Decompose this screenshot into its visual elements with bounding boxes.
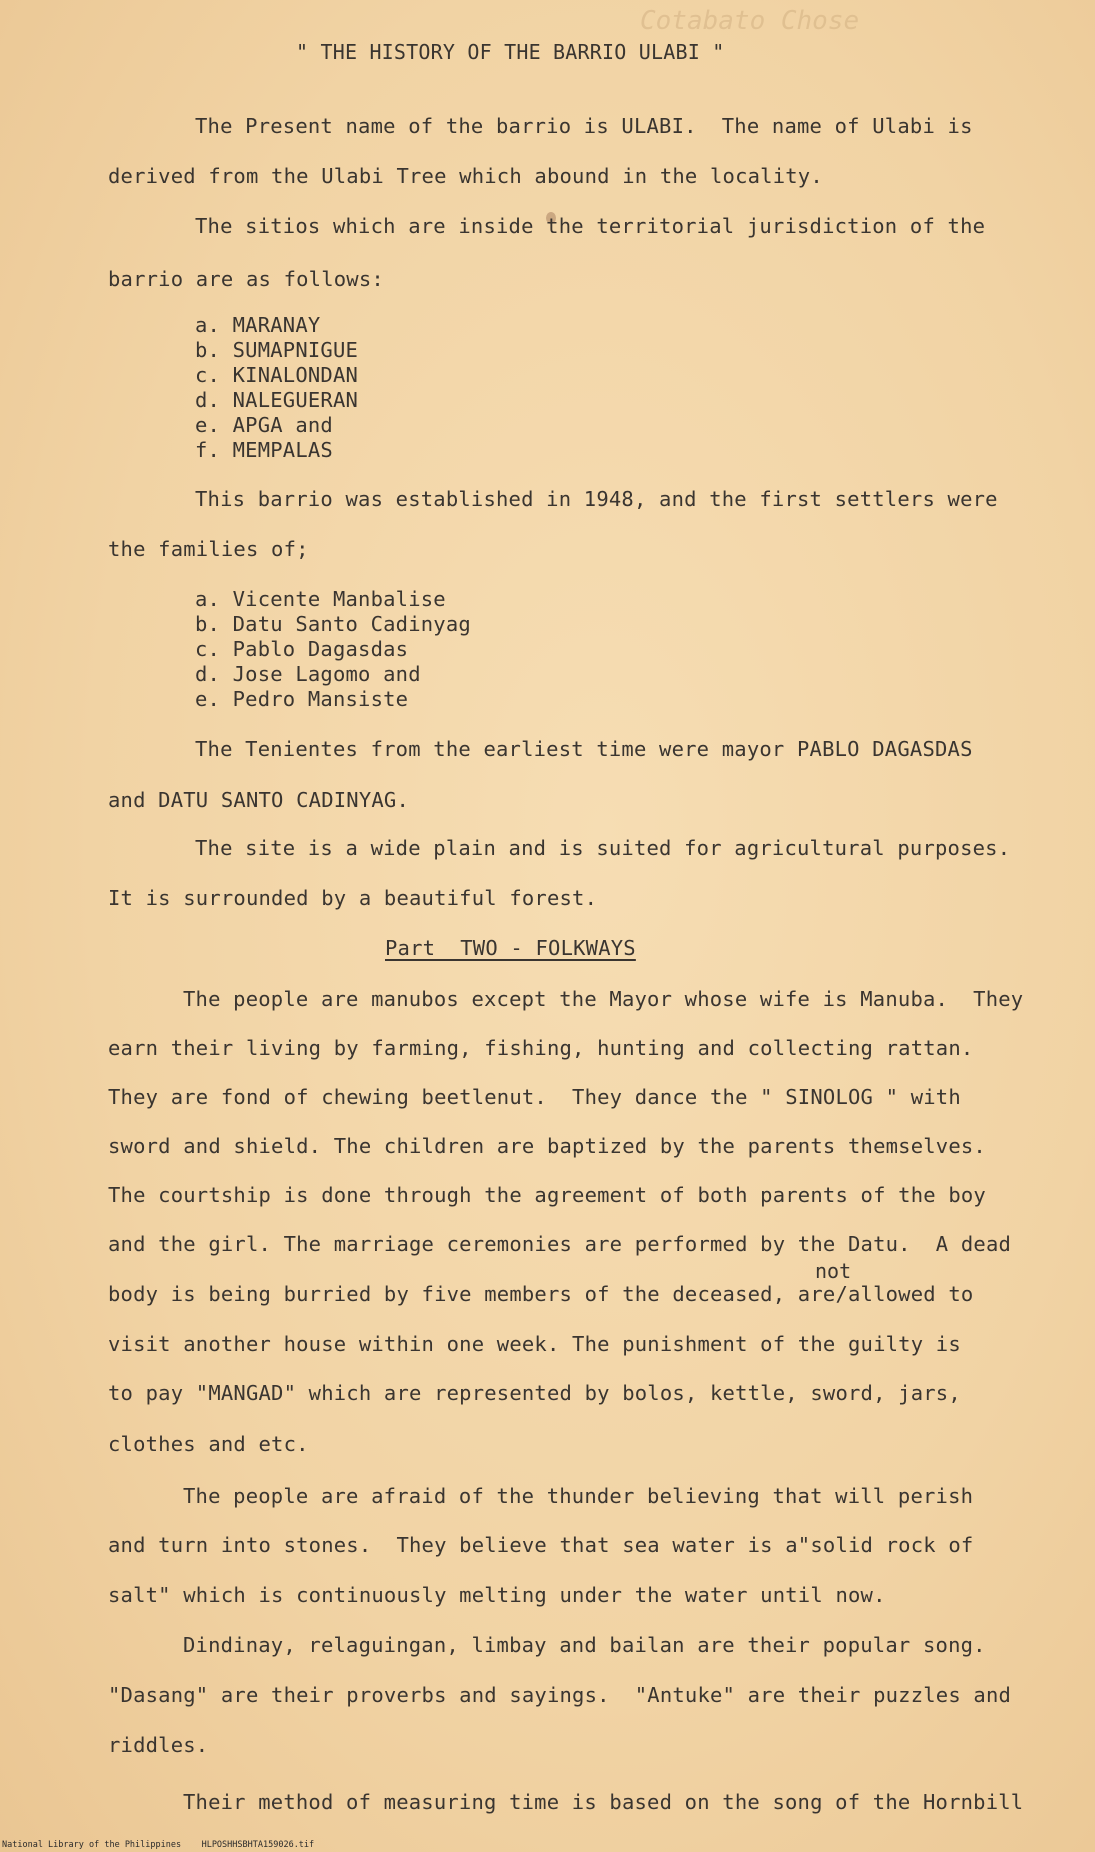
sitio-item: c. KINALONDAN [195,363,359,387]
settler-item: d. Jose Lagomo and [195,662,421,686]
text-line: clothes and etc. [108,1432,309,1456]
text-line: The site is a wide plain and is suited for agricultural purposes. [195,836,1011,860]
text-line: to pay "MANGAD" which are represented by bolos, kettle, sword, jars, [108,1381,961,1405]
document-title: " THE HISTORY OF THE BARRIO ULABI " [296,40,725,64]
text-line: The Tenientes from the earliest time were mayor PABLO DAGASDAS [195,737,973,761]
text-line: The people are manubos except the Mayor whose wife is Manuba. They [183,987,1024,1011]
text-line: riddles. [108,1733,209,1757]
text-line: Their method of measuring time is based on the song of the Hornbill [183,1790,1024,1814]
text-line: The courtship is done through the agreement of both parents of the boy [108,1183,986,1207]
text-line: the families of; [108,537,309,561]
text-line: and turn into stones. They believe that sea water is a"solid rock of [108,1533,974,1557]
handwritten-insertion: not [815,1259,852,1283]
text-line: barrio are as follows: [108,267,384,291]
settler-item: e. Pedro Mansiste [195,687,409,711]
faint-handwritten-header: Cotabato Chose [640,6,860,36]
settler-item: b. Datu Santo Cadinyag [195,612,471,636]
text-line: "Dasang" are their proverbs and sayings. "Antuke" are their puzzles and [108,1683,1012,1707]
sitio-item: e. APGA and [195,413,333,437]
text-line: They are fond of chewing beetlenut. They dance the " SINOLOG " with [108,1085,961,1109]
text-line: sword and shield. The children are baptized by the parents themselves. [108,1134,986,1158]
text-line: and the girl. The marriage ceremonies are performed by the Datu. A dead [108,1232,1012,1256]
text-line: visit another house within one week. The punishment of the guilty is [108,1332,961,1356]
text-line: It is surrounded by a beautiful forest. [108,886,598,910]
settler-item: c. Pablo Dagasdas [195,637,409,661]
text-line: This barrio was established in 1948, and the first settlers were [195,487,998,511]
text-line: derived from the Ulabi Tree which abound in the locality. [108,164,823,188]
sitio-item: b. SUMAPNIGUE [195,338,359,362]
sitio-item: f. MEMPALAS [195,438,333,462]
text-line: earn their living by farming, fishing, hunting and collecting rattan. [108,1036,974,1060]
archive-footer: National Library of the Philippines HLPOSHHSBHTA159026.tif [2,1840,315,1850]
sitio-item: a. MARANAY [195,313,321,337]
text-line: and DATU SANTO CADINYAG. [108,788,410,812]
text-line: salt" which is continuously melting under the water until now. [108,1583,886,1607]
text-line: The people are afraid of the thunder believing that will perish [183,1484,974,1508]
section-heading: Part TWO - FOLKWAYS [385,936,636,960]
text-line: The sitios which are inside the territorial jurisdiction of the [195,214,986,238]
text-line: The Present name of the barrio is ULABI. The name of Ulabi is [195,114,973,138]
settler-item: a. Vicente Manbalise [195,587,446,611]
text-line: body is being burried by five members of the deceased, are/allowed to [108,1282,974,1306]
sitio-item: d. NALEGUERAN [195,388,359,412]
text-line: Dindinay, relaguingan, limbay and bailan are their popular song. [183,1633,986,1657]
